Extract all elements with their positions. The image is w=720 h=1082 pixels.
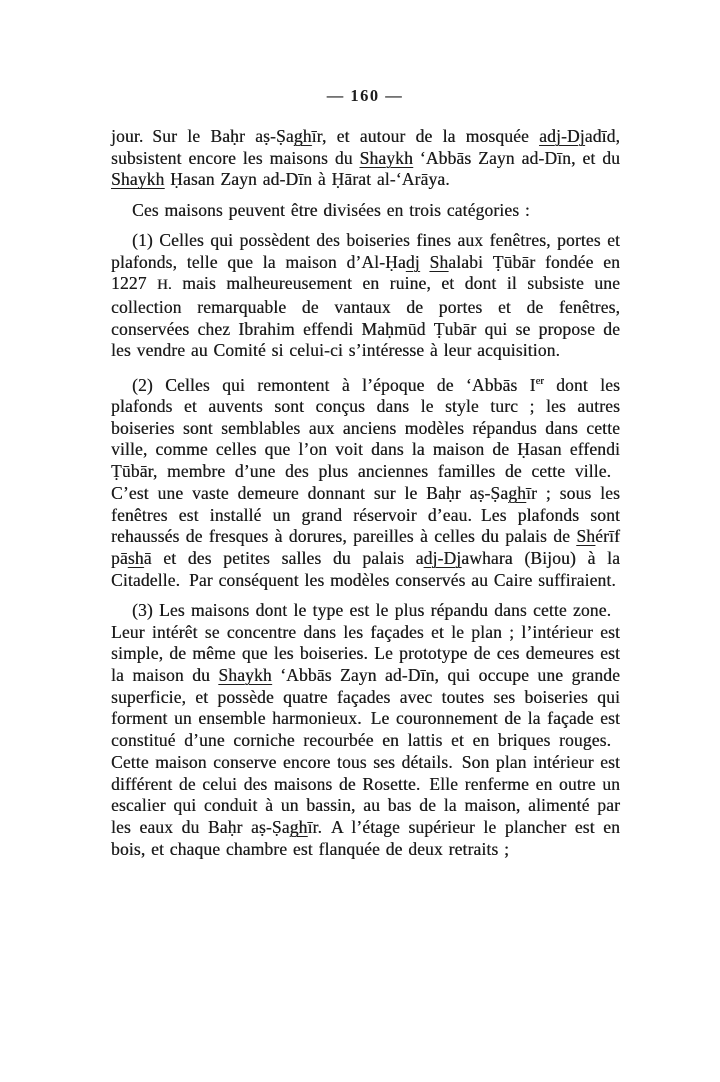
underlined-text: Shaykh	[359, 147, 413, 168]
underlined-text: dj-Dj	[423, 547, 462, 568]
underlined-text: gh	[293, 126, 312, 146]
paragraph-category-1	[111, 230, 620, 362]
text-run: īr, et autour de la mosquée	[311, 126, 540, 146]
text-run: awhara (Bijou) à la Citadelle. Par conséquent les modèles conservés au Caire suffiraient.	[111, 547, 620, 590]
underlined-text: Sh	[576, 526, 596, 547]
underlined-text: Shaykh	[111, 169, 165, 190]
text-run: īr. A l’étage supérieur le plancher est en bois, et chaque chambre est flanquée de deux retraits ;	[111, 816, 620, 859]
text-block	[111, 126, 620, 869]
text-run: mais malheureusement en ruine, et dont il subsiste une collection remarquable de vantaux de portes et de fenêtres, conservées chez Ibrahim effendi Maḥmūd Ṭubār qui se propose de les vendre au Comité si celui-ci s’intéresse à leur acquisition.	[111, 273, 620, 361]
text-run: érīf pā	[111, 526, 620, 568]
underlined-text: Sh	[429, 251, 449, 272]
text-run: Ces maisons peuvent être divisées en trois catégories :	[132, 199, 530, 220]
text-run: (2) Celles qui remontent à l’époque de ‘Abbās I	[132, 374, 536, 395]
page-number: — 160 —	[326, 86, 404, 105]
underlined-text: gh	[289, 816, 308, 837]
underlined-text: gh	[508, 482, 526, 503]
superscript-text: er	[535, 375, 544, 387]
text-run	[420, 252, 430, 272]
text-run: jour. Sur le Baḥr aṣ-Ṣa	[111, 126, 294, 146]
paragraph-intro	[111, 200, 620, 222]
text-run: ‘Abbās Zayn ad-Dīn, et du	[412, 147, 621, 168]
underlined-text: sh	[127, 547, 144, 568]
text-run: ā et des petites salles du palais a	[143, 547, 424, 568]
underlined-text: adj-Dj	[539, 126, 585, 146]
paragraph-category-2	[111, 371, 620, 592]
paragraph-category-3	[111, 600, 620, 860]
text-run: ‘Abbās Zayn ad-Dīn, qui occupe une grande superficie, et possède quatre façades avec toutes ses boiseries qui forment un ensemble harmonieux. Le couronnement de la façade est constitué d’une corniche recourbée en lattis et en briques rouges. Cette maison conserve encore tous ses détails. Son plan intérieur est différent de celui des maisons de Rosette. Elle renferme en outre un escalier qui conduit à un bassin, au bas de la maison, alimenté par les eaux du Baḥr aṣ-Ṣa	[111, 665, 621, 837]
text-run: adīd, subsistent encore les maisons du	[111, 126, 620, 168]
text-run: Ḥasan Zayn ad-Dīn à Ḥārat al-‘Arāya.	[164, 169, 450, 190]
text-run: alabi Ṭūbār fondée en 1227	[111, 251, 620, 294]
text-run: H.	[157, 277, 172, 294]
text-run: īr ; sous les fenêtres est installé un grand réservoir d’eau. Les plafonds sont rehaussés de fresques à dorures, pareilles à celles du palais de	[111, 482, 620, 547]
text-run: (1) Celles qui possèdent des boiseries fines aux fenêtres, portes et plafonds, telle que la maison d’Al-Ḥa	[111, 229, 620, 272]
text-run: dont les plafonds et auvents sont conçus dans le style turc ; les autres boiseries sont semblables aux anciens modèles répandus dans cette ville, comme celles que l’on voit dans la maison de Ḥasan effendi Ṭūbār, membre d’une des plus anciennes familles de cette ville. C’est une vaste demeure donnant sur le Baḥr aṣ-Ṣa	[111, 374, 620, 503]
text-run: (3) Les maisons dont le type est le plus répandu dans cette zone. Leur intérêt se concentre dans les façades et le plan ; l’intérieur est simple, de même que les boiseries. Le prototype de ces demeures est la maison du	[111, 599, 620, 685]
paragraph-continuation	[111, 126, 620, 191]
underlined-text: dj	[405, 251, 420, 272]
underlined-text: Shaykh	[218, 665, 272, 685]
